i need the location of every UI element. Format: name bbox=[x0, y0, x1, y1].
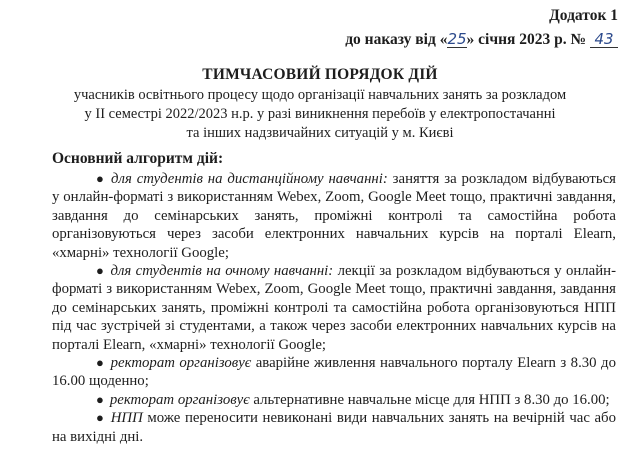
annex-block bbox=[345, 4, 618, 52]
bullet-icon: ● bbox=[96, 263, 105, 279]
list-item bbox=[52, 262, 616, 354]
list-item bbox=[52, 409, 616, 446]
bullet-icon: ● bbox=[96, 391, 104, 407]
annex-title: Додаток 1 bbox=[549, 7, 618, 24]
order-day-handwritten: 25 bbox=[447, 30, 467, 48]
document-title: ТИМЧАСОВИЙ ПОРЯДОК ДІЙ bbox=[202, 66, 438, 83]
item-lead: для студентів на дистанційному навчанні: bbox=[111, 171, 388, 187]
list-item bbox=[52, 354, 616, 391]
item-text: може переносити невиконані види навчальних занять на вечірній час або на вихідні дні. bbox=[52, 410, 616, 445]
subtitle-line: у ІІ семестрі 2022/2023 н.р. у разі виникнення перебоїв у електропостачанні bbox=[84, 106, 556, 122]
subtitle-line: та інших надзвичайних ситуацій у м. Києві bbox=[186, 125, 454, 141]
order-reference bbox=[345, 28, 618, 52]
list-item bbox=[52, 391, 616, 409]
bullet-icon: ● bbox=[96, 171, 106, 186]
subtitle-line: учасників освітнього процесу щодо організації навчальних занять за розкладом bbox=[73, 87, 567, 103]
bullet-icon: ● bbox=[96, 355, 105, 371]
algorithm-heading bbox=[52, 150, 223, 168]
item-text: заняття за розкладом відбуваються у онлайн-форматі з використанням Webex, Zoom, Google Meet тощо, практичні завдання, завдання до семінарських занять, проміжні контролі та самостійна робота організовуються через засоби електронних навчальних курсів на порталі Elearn, «хмарні» технології Google; bbox=[52, 171, 616, 261]
item-lead: для студентів на очному навчанні: bbox=[110, 263, 334, 280]
item-lead: ректорат організовує bbox=[110, 355, 252, 372]
item-text: альтернативне навчальне місце для НПП з 8.30 до 16.00; bbox=[249, 391, 610, 408]
document-subtitle bbox=[60, 86, 580, 143]
list-item bbox=[52, 170, 616, 262]
order-number-handwritten: 43 bbox=[590, 31, 618, 48]
item-lead: НПП bbox=[110, 410, 143, 427]
algorithm-label: Основний алгоритм дій bbox=[52, 150, 218, 167]
bullet-icon: ● bbox=[96, 410, 105, 426]
order-prefix: до наказу від « bbox=[345, 31, 448, 48]
order-middle: » січня 2023 р. № bbox=[466, 31, 587, 48]
item-lead: ректорат організовує bbox=[109, 391, 250, 408]
item-text: лекції за розкладом відбуваються у онлайн-форматі з використанням Webex, Zoom, Google Meet тощо, практичні завдання, завдання до семінарських занять, проміжні контролі та самостійна робота організовуються НПП під час зустрічей зі студентами, а також через засоби електронних навчальних курсів на порталі Elearn, «хмарні» технології Google; bbox=[52, 263, 616, 353]
algorithm-list bbox=[52, 170, 616, 446]
item-text: аварійне живлення навчального порталу Elearn з 8.30 до 16.00 щоденно; bbox=[52, 355, 616, 390]
algorithm-colon: : bbox=[217, 150, 224, 167]
